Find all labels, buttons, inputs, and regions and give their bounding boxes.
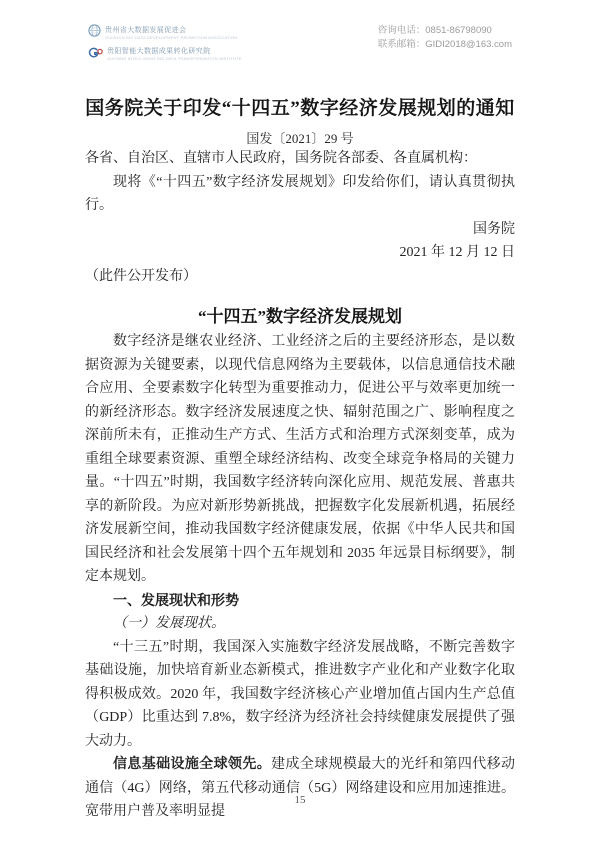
infrastructure-lead: 信息基础设施全球领先。 xyxy=(113,757,272,772)
phone-number: 0851-86798090 xyxy=(425,25,492,36)
association-logo xyxy=(88,24,242,42)
document-number: 国发〔2021〕29 号 xyxy=(246,131,354,146)
plan-intro-paragraph: 数字经济是继农业经济、工业经济之后的主要经济形态，是以数据资源为关键要素，以现代信息网络为主要载体，以信息通信技术融合应用、全要素数字化转型为重要推动力，促进公平与效率更加统一的新经济形态。数字经济发展速度之快、辐射范围之广、影响程度之深前所未有，正推动生产方式、生活方式和治理方式深刻变革，成为重组全球要素资源、重塑全球经济结构、改变全球竞争格局的关键力量。“十四五”时期，我国数字经济转向深化应用、规范发展、普惠共享的新阶段。为应对新形势新挑战，把握数字化发展新机遇，拓展经济发展新空间，推动我国数字经济健康发展，依据《中华人民共和国国民经济和社会发展第十四个五年规划和 2035 年远景目标纲要》，制定本规划。 xyxy=(85,334,515,584)
salutation: 各省、自治区、直辖市人民政府，国务院各部委、各直属机构： xyxy=(85,151,477,166)
infrastructure-text: 建成全球规模最大的光纤和第四代移动通信（4G）网络，第五代移动通信（5G）网络建设和应用加速推进。宽带用户普及率明显提 xyxy=(85,757,516,819)
institute-logo xyxy=(88,45,242,63)
contact-block xyxy=(378,24,512,52)
phone-label: 咨询电话： xyxy=(377,25,426,36)
notice-title: 国务院关于印发“十四五”数字经济发展规划的通知 xyxy=(85,98,515,119)
contact-phone-line xyxy=(378,24,512,38)
association-emblem-icon xyxy=(88,24,101,42)
section-heading: 一、发展现状和形势 xyxy=(113,591,239,608)
page-number: 15 xyxy=(294,794,306,806)
subsection-heading: （一）发展现状。 xyxy=(113,616,225,631)
institute-emblem-icon xyxy=(88,45,103,63)
institute-logo-text xyxy=(107,48,242,61)
email-address: GIDI2018@163.com xyxy=(425,39,512,50)
institute-name: 贵阳智能大数据成果转化研究院 xyxy=(107,47,211,55)
signer: 国务院 xyxy=(473,221,515,237)
infrastructure-paragraph xyxy=(85,753,515,824)
plan-title: “十四五”数字经济发展规划 xyxy=(198,307,402,326)
contact-email-line xyxy=(378,38,512,52)
institute-caption: GUIYANG INTELLIGENT BIG DATA TRANSFORMATION INSTITUTE xyxy=(107,55,242,61)
logo-block xyxy=(88,24,242,63)
status-paragraph: “十三五”时期，我国深入实施数字经济发展战略，不断完善数字基础设施，加快培育新业态新模式，推进数字产业化和产业数字化取得积极成效。2020 年，我国数字经济核心产业增加值占国内生产总值（GDP）比重达到 7.8%，数字经济为经济社会持续健康发展提供了强大动力。 xyxy=(85,639,515,749)
association-caption: GUIZHOU BIG DATA DEVELOPMENT PROMOTION ASSOCIATION xyxy=(105,34,238,40)
document-body xyxy=(85,147,515,824)
signature-date: 2021 年 12 月 12 日 xyxy=(399,245,515,260)
association-logo-text xyxy=(105,27,237,40)
email-label: 联系邮箱： xyxy=(377,39,426,50)
association-name: 贵州省大数据发展促进会 xyxy=(105,26,187,34)
release-note: （此件公开发布） xyxy=(85,268,197,284)
letterhead xyxy=(0,0,600,63)
directive-paragraph: 现将《“十四五”数字经济发展规划》印发给你们，请认真贯彻执行。 xyxy=(85,174,515,213)
